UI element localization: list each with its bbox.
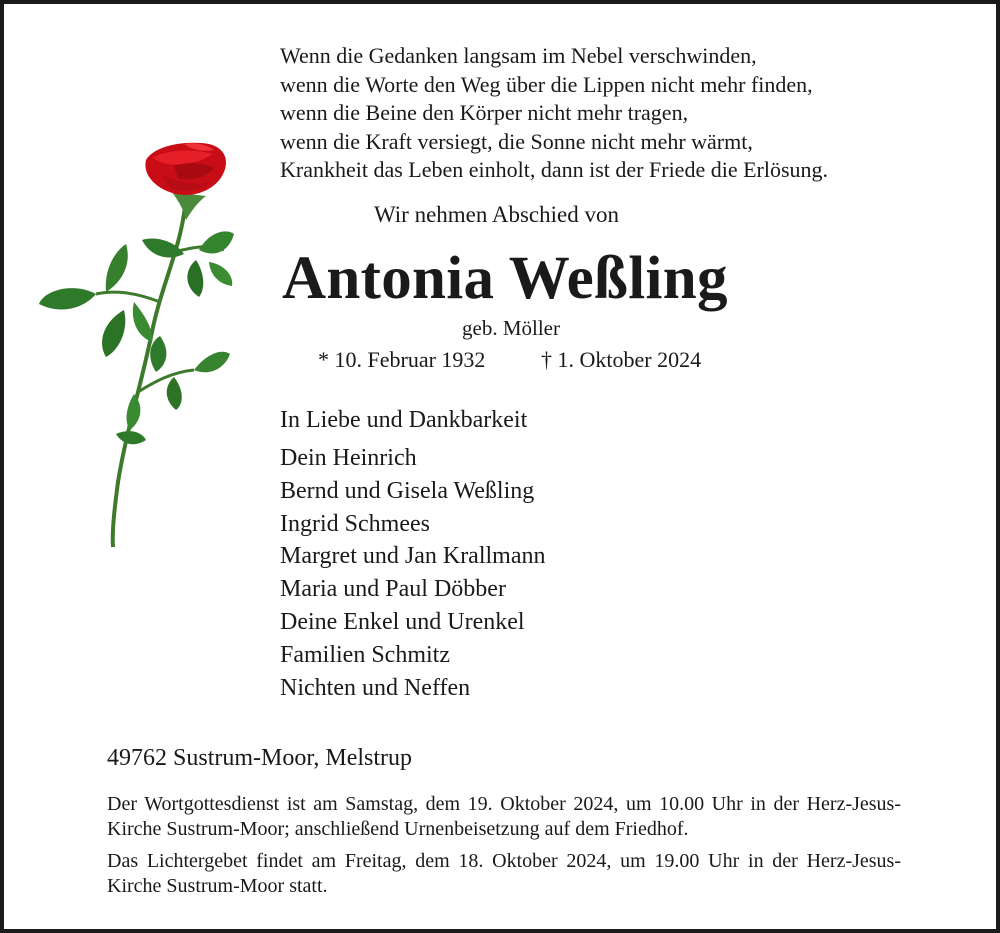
poem-line: wenn die Kraft versiegt, die Sonne nicht mehr wärmt, <box>280 128 753 154</box>
place-line: 49762 Sustrum-Moor, Melstrup <box>107 745 413 771</box>
death-date: † 1. Oktober 2024 <box>541 347 702 372</box>
maiden-name: geb. Möller <box>462 316 560 340</box>
birth-date: * 10. Februar 1932 <box>318 347 486 372</box>
deceased-name: Antonia Weßling <box>282 245 728 312</box>
mourners-list <box>280 442 546 704</box>
mourner-name: Dein Heinrich <box>280 445 417 471</box>
poem-line: Wenn die Gedanken langsam im Nebel verschwinden, <box>280 43 757 68</box>
poem <box>280 42 980 185</box>
poem-line: wenn die Beine den Körper nicht mehr tragen, <box>280 100 689 125</box>
mourner-name: Bernd und Gisela Weßling <box>280 477 535 504</box>
poem-line: wenn die Worte den Weg über die Lippen nicht mehr finden, <box>280 71 813 97</box>
mourner-name: Maria und Paul Döbber <box>280 576 506 603</box>
mourner-name: Margret und Jan Krallmann <box>280 543 546 570</box>
mourner-name: Ingrid Schmees <box>280 510 430 537</box>
vigil-paragraph: Das Lichtergebet findet am Freitag, dem 18. Oktober 2024, um 19.00 Uhr in der Herz-Jesus-Kirche Sustrum-Moor statt. <box>107 850 901 897</box>
poem-line: Krankheit das Leben einholt, dann ist der Friede die Erlösung. <box>280 157 829 182</box>
mourner-name: Nichten und Neffen <box>280 674 471 701</box>
mourner-name: Deine Enkel und Urenkel <box>280 608 525 635</box>
mourner-name: Familien Schmitz <box>280 641 450 668</box>
service-paragraph: Der Wortgottesdienst ist am Samstag, dem 19. Oktober 2024, um 10.00 Uhr in der Herz-Jesus-Kirche Sustrum-Moor; anschließend Urnenbeisetzung auf dem Friedhof. <box>107 793 901 840</box>
rose-icon <box>34 132 244 552</box>
farewell-line: Wir nehmen Abschied von <box>374 202 619 227</box>
dedication: In Liebe und Dankbarkeit <box>280 407 528 433</box>
